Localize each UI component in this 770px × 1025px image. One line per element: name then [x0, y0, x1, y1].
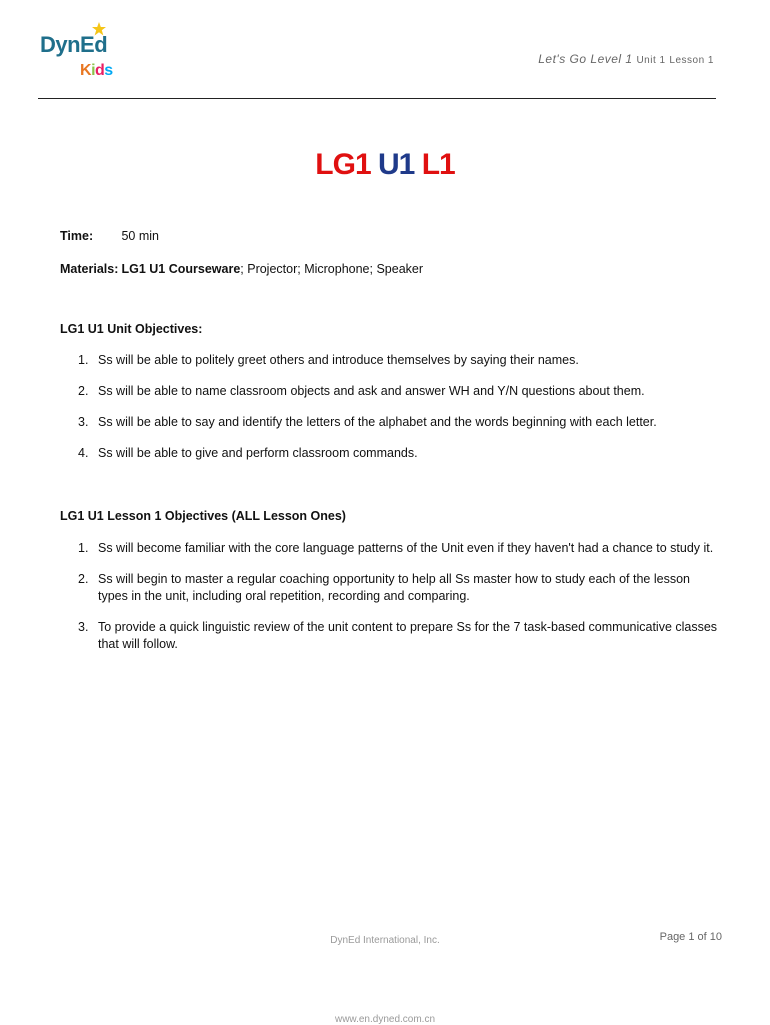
- page-title: [0, 148, 770, 182]
- list-item: 3. To provide a quick linguistic review of the unit content to prepare Ss for the 7 task-based communicative classes that will follow.: [78, 620, 718, 651]
- list-item: 2. Ss will begin to master a regular coaching opportunity to help all Ss master how to study each of the lesson types in the unit, including oral repetition, recording and comparing.: [78, 572, 690, 603]
- materials-label: Materials:: [60, 262, 119, 276]
- list-item: 1. Ss will be able to politely greet others and introduce themselves by saying their names.: [78, 353, 579, 367]
- time-row: [60, 229, 159, 243]
- footer-url: www.en.dyned.com.cn: [334, 1014, 436, 1025]
- header-unit: Unit 1: [636, 55, 666, 66]
- list-item: 1. Ss will become familiar with the core language patterns of the Unit even if they haven't had a chance to study it.: [78, 541, 714, 555]
- footer-company: DynEd International, Inc.: [330, 935, 440, 946]
- lesson-objectives-heading: LG1 U1 Lesson 1 Objectives (ALL Lesson Ones): [60, 509, 346, 523]
- lesson-objectives-list: [60, 540, 720, 667]
- materials-courseware: LG1 U1 Courseware: [121, 262, 241, 276]
- title-unit: U1: [377, 148, 415, 181]
- header-lesson: Lesson 1: [669, 55, 714, 66]
- materials-rest: ; Projector; Microphone; Speaker: [240, 262, 424, 276]
- time-label: Time:: [60, 229, 94, 243]
- page-number: Page 1 of 10: [659, 931, 722, 943]
- header-course: Let's Go Level 1: [538, 52, 633, 66]
- title-level: LG1: [315, 148, 371, 181]
- star-icon: [92, 22, 106, 36]
- logo-kids-wordmark: Kids: [80, 62, 113, 79]
- list-item: 3. Ss will be able to say and identify the letters of the alphabet and the words beginning with each letter.: [78, 415, 657, 429]
- unit-objectives-list: [60, 352, 720, 476]
- header-divider: [38, 98, 716, 99]
- dyned-kids-logo: [40, 22, 112, 86]
- materials-row: [60, 262, 423, 276]
- list-item: 2. Ss will be able to name classroom objects and ask and answer WH and Y/N questions about them.: [78, 384, 645, 398]
- logo-wordmark: DynEd: [40, 32, 108, 57]
- time-value: 50 min: [121, 229, 160, 243]
- title-lesson: L1: [421, 148, 455, 181]
- running-header: [538, 52, 714, 66]
- list-item: 4. Ss will be able to give and perform classroom commands.: [78, 446, 418, 460]
- unit-objectives-heading: LG1 U1 Unit Objectives:: [60, 322, 203, 336]
